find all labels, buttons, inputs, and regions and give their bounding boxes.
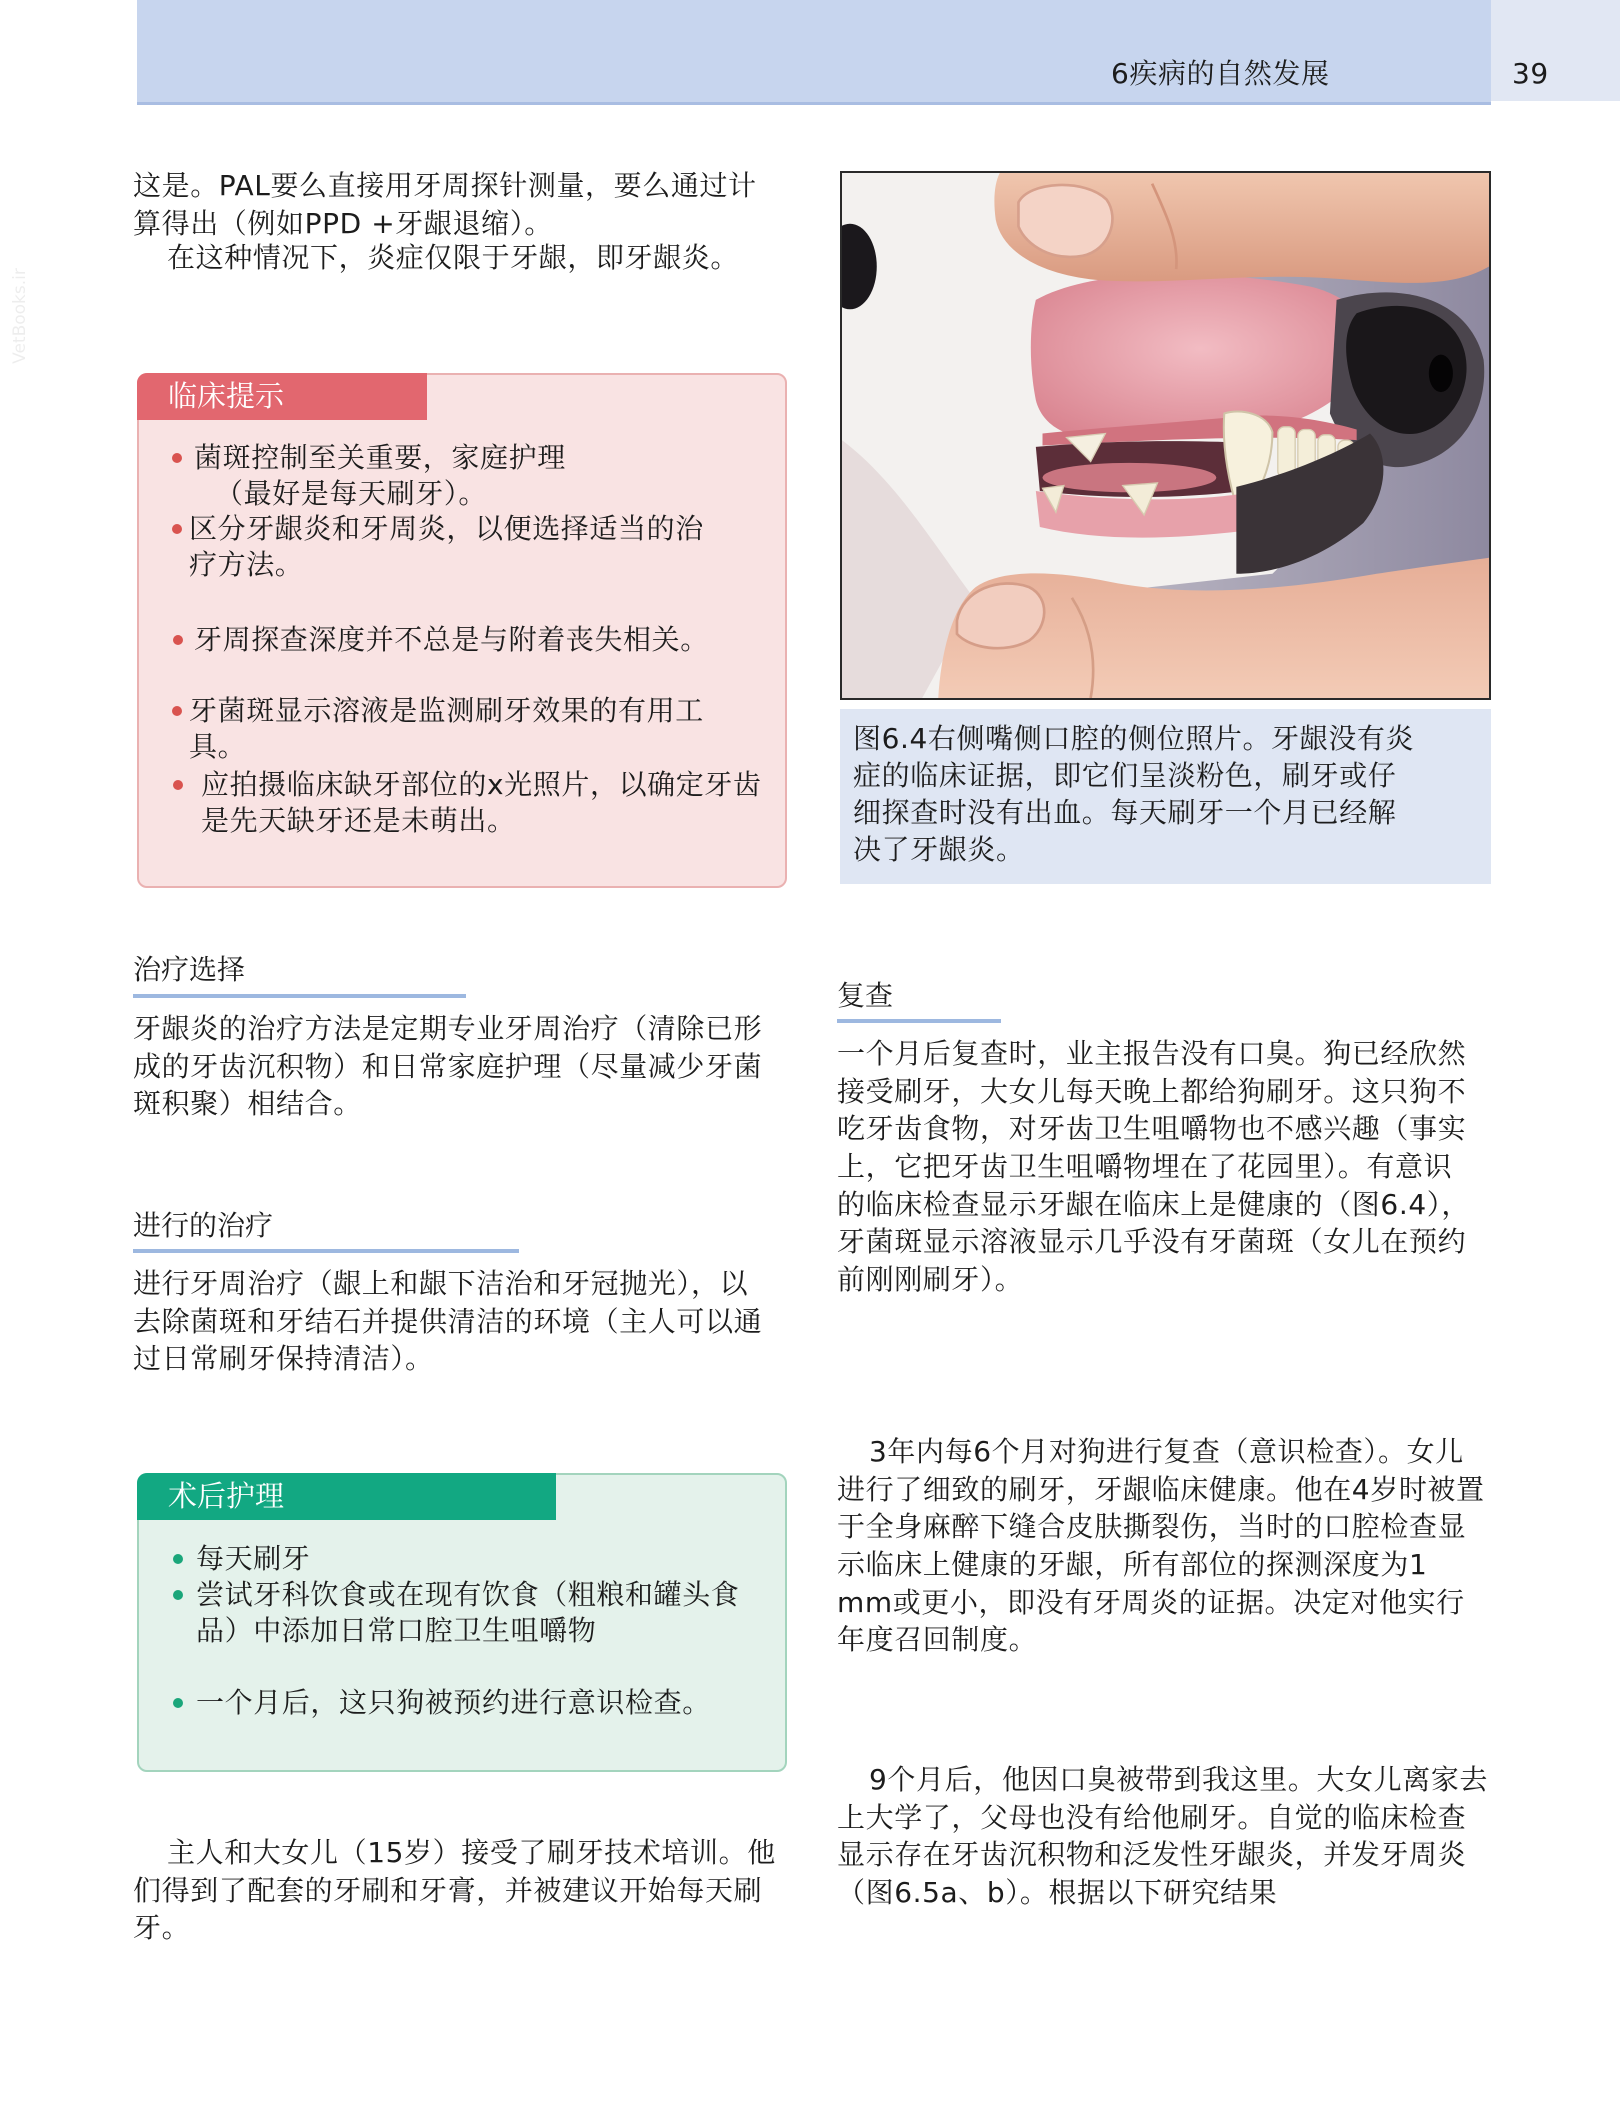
treatment-options-paragraph <box>133 1010 762 1123</box>
upper-fingernail <box>1018 185 1112 257</box>
text-line: 牙菌斑显示溶液显示几乎没有牙菌斑（女儿在预约 <box>837 1225 1467 1259</box>
bullet-dot <box>173 1590 183 1600</box>
intro-paragraph-2 <box>167 239 739 277</box>
section-heading-follow-up: 复查 <box>837 979 894 1012</box>
text-line: 于全身麻醉下缝合皮肤撕裂伤，当时的口腔检查显 <box>837 1510 1467 1544</box>
figure-caption-box <box>840 709 1491 884</box>
text-line: 疗方法。 <box>189 548 304 581</box>
text-line: 进行了细致的刷牙，牙龈临床健康。他在4岁时被置 <box>837 1472 1485 1506</box>
text-line: 在这种情况下，炎症仅限于牙龈，即牙龈炎。 <box>167 241 740 274</box>
text-line: 接受刷牙，大女儿每天晚上都给狗刷牙。这只狗不 <box>837 1074 1467 1108</box>
post-op-item <box>196 1541 310 1577</box>
dog-mouth-illustration <box>842 173 1489 698</box>
text-line: 算得出（例如PPD +牙龈退缩）。 <box>133 206 553 240</box>
text-line: mm或更小，即没有牙周炎的证据。决定对他实行 <box>837 1585 1465 1619</box>
text-line: 成的牙齿沉积物）和日常家庭护理（尽量减少牙菌 <box>133 1049 763 1083</box>
text-line: 3年内每6个月对狗进行复查（意识检查）。女儿 <box>869 1435 1464 1468</box>
heading-underline <box>133 1249 519 1253</box>
bullet-dot <box>173 1554 183 1564</box>
text-line: 每天刷牙 <box>196 1542 311 1575</box>
section-heading-treatment-options: 治疗选择 <box>133 953 246 986</box>
clinical-tip-item <box>194 622 709 658</box>
follow-up-paragraph <box>837 1035 1470 1299</box>
post-op-care-box <box>137 1473 787 1772</box>
text-line: 牙龈炎的治疗方法是定期专业牙周治疗（清除已形 <box>133 1012 763 1045</box>
text-line: 前刚刚刷牙）。 <box>837 1263 1024 1297</box>
bullet-dot <box>173 1698 183 1708</box>
chapter-title: 6疾病的自然发展 <box>1111 57 1330 90</box>
clinical-tip-item <box>201 767 762 839</box>
text-line: 上，它把牙齿卫生咀嚼物埋在了花园里）。有意识 <box>837 1150 1453 1184</box>
text-line: 应拍摄临床缺牙部位的x光照片，以确定牙齿 <box>201 768 762 801</box>
training-paragraph <box>133 1834 776 1947</box>
page-number-box <box>1491 0 1620 101</box>
treatment-performed-paragraph <box>133 1265 762 1378</box>
follow-up-paragraph-2 <box>837 1433 1485 1659</box>
text-line: 上大学了，父母也没有给他刷牙。自觉的临床检查 <box>837 1800 1467 1834</box>
section-heading-treatment-performed: 进行的治疗 <box>133 1209 274 1242</box>
text-line: 区分牙龈炎和牙周炎，以便选择适当的治 <box>189 512 704 545</box>
text-line: 具。 <box>189 730 247 763</box>
text-line: 斑积聚）相结合。 <box>133 1087 362 1121</box>
figure-photo-dog-mouth <box>840 171 1491 700</box>
text-line: 症的临床证据，即它们呈淡粉色，刷牙或仔 <box>853 759 1397 792</box>
heading-underline <box>133 994 466 998</box>
post-op-item <box>196 1685 711 1721</box>
text-line: 吃牙齿食物，对牙齿卫生咀嚼物也不感兴趣（事实 <box>837 1112 1467 1146</box>
text-line: 牙。 <box>133 1911 191 1945</box>
text-line: 们得到了配套的牙刷和牙膏，并被建议开始每天刷 <box>133 1873 763 1907</box>
page-number: 39 <box>1512 57 1549 90</box>
text-line: 过日常刷牙保持清洁）。 <box>133 1342 434 1376</box>
dog-nostril <box>1429 355 1453 392</box>
text-line: 一个月后，这只狗被预约进行意识检查。 <box>196 1686 711 1719</box>
text-line: 决了牙龈炎。 <box>853 833 1025 866</box>
intro-paragraph <box>133 167 757 242</box>
clinical-tips-box <box>137 373 787 888</box>
text-line: 显示存在牙齿沉积物和泛发性牙龈炎，并发牙周炎 <box>837 1838 1467 1872</box>
watermark: VetBooks.ir <box>10 268 30 364</box>
text-line: 细探查时没有出血。每天刷牙一个月已经解 <box>853 796 1397 829</box>
follow-up-paragraph-3 <box>837 1761 1488 1912</box>
text-line: 进行牙周治疗（龈上和龈下洁治和牙冠抛光），以 <box>133 1267 749 1300</box>
text-line: （最好是每天刷牙）。 <box>215 477 488 510</box>
text-line: 牙菌斑显示溶液是监测刷牙效果的有用工 <box>189 694 704 727</box>
text-line: 牙周探查深度并不总是与附着丧失相关。 <box>194 623 709 656</box>
clinical-tip-item <box>189 511 704 583</box>
text-line: 9个月后，他因口臭被带到我这里。大女儿离家去 <box>869 1763 1489 1796</box>
clinical-tips-title: 临床提示 <box>137 373 427 420</box>
text-line: 主人和大女儿（15岁）接受了刷牙技术培训。他 <box>167 1836 776 1869</box>
text-line: 品）中添加日常口腔卫生咀嚼物 <box>196 1614 597 1647</box>
clinical-tip-item <box>189 693 704 765</box>
text-line: 的临床检查显示牙龈在临床上是健康的（图6.4）， <box>837 1187 1470 1221</box>
bullet-dot <box>173 635 183 645</box>
bullet-dot <box>172 453 182 463</box>
text-line: （图6.5a、b）。根据以下研究结果 <box>837 1876 1278 1910</box>
bullet-dot <box>172 706 182 716</box>
text-line: 去除菌斑和牙结石并提供清洁的环境（主人可以通 <box>133 1304 763 1338</box>
text-line: 这是。PAL要么直接用牙周探针测量，要么通过计 <box>133 169 757 202</box>
text-line: 年度召回制度。 <box>837 1623 1038 1657</box>
bullet-dot <box>172 524 182 534</box>
text-line: 菌斑控制至关重要，家庭护理 <box>194 441 566 474</box>
bullet-dot <box>173 780 183 790</box>
post-op-item <box>196 1577 739 1649</box>
clinical-tip-item <box>194 440 566 512</box>
text-line: 是先天缺牙还是未萌出。 <box>201 804 516 837</box>
text-line: 一个月后复查时，业主报告没有口臭。狗已经欣然 <box>837 1037 1467 1070</box>
text-line: 尝试牙科饮食或在现有饮食（粗粮和罐头食 <box>196 1578 740 1611</box>
text-line: 图6.4右侧嘴侧口腔的侧位照片。牙龈没有炎 <box>853 722 1415 755</box>
post-op-care-title: 术后护理 <box>137 1473 556 1520</box>
text-line: 示临床上健康的牙龈，所有部位的探测深度为1 <box>837 1548 1428 1582</box>
heading-underline <box>837 1019 1001 1023</box>
figure-caption <box>853 720 1414 868</box>
